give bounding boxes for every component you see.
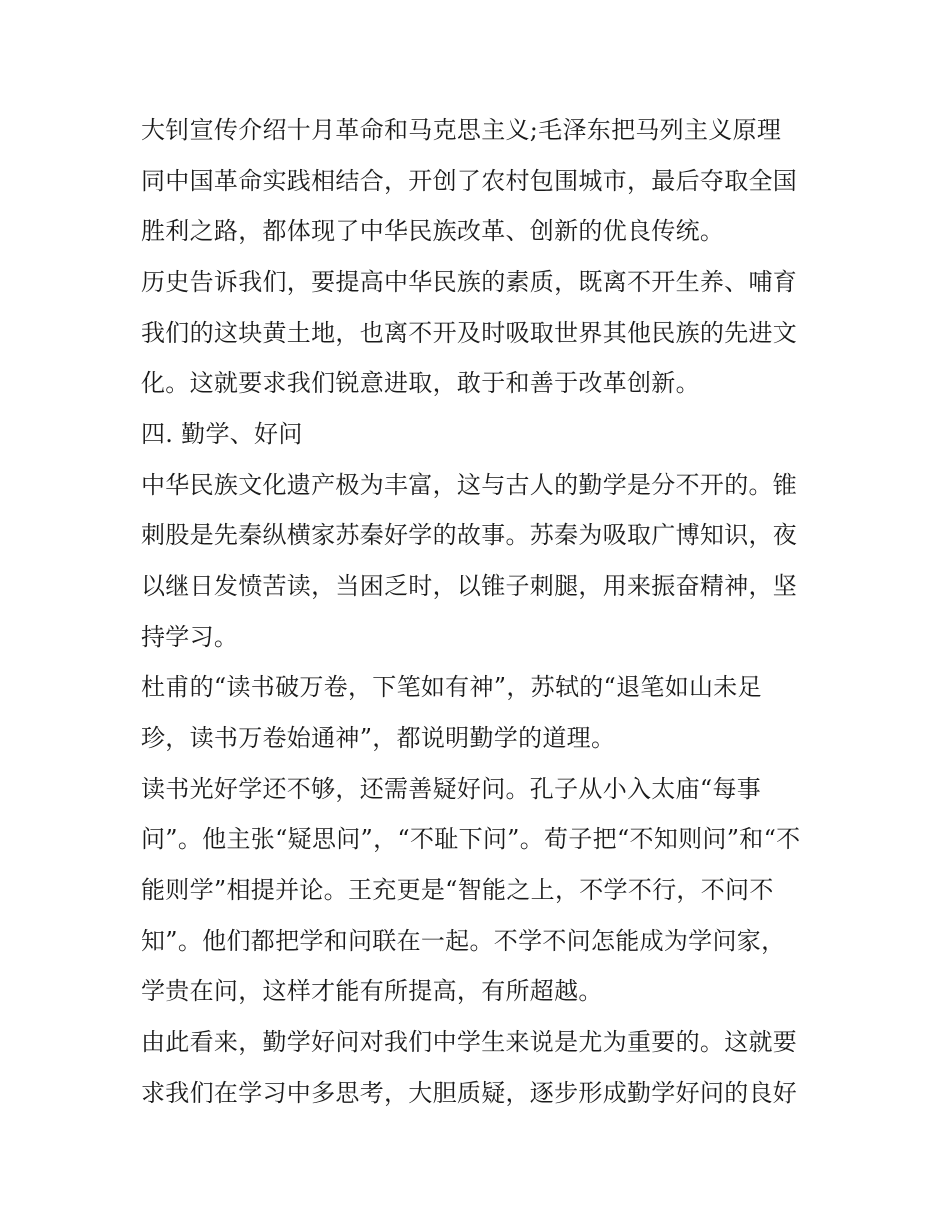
text-line: 同中国革命实践相结合，开创了农村包围城市，最后夺取全国 [141, 167, 798, 195]
text-line: 大钊宣传介绍十月革命和马克思主义;毛泽东把马列主义原理 [141, 116, 782, 144]
text-line: 求我们在学习中多思考，大胆质疑，逐步形成勤学好问的良好 [141, 1079, 798, 1107]
text-line: 刺股是先秦纵横家苏秦好学的故事。苏秦为吸取广博知识，夜 [141, 521, 798, 549]
text-line: 胜利之路，都体现了中华民族改革、创新的优良传统。 [141, 217, 725, 245]
section-heading: 四. 勤学、好问 [141, 420, 303, 448]
text-line: 历史告诉我们，要提高中华民族的素质，既离不开生养、哺育 [141, 268, 798, 296]
text-line: 我们的这块黄土地，也离不开及时吸取世界其他民族的先进文 [141, 319, 798, 347]
text-line: 持学习。 [141, 623, 239, 651]
text-line: 化。这就要求我们锐意进取，敢于和善于改革创新。 [141, 369, 700, 397]
text-line: 由此看来，勤学好问对我们中学生来说是尤为重要的。这就要 [141, 1028, 798, 1056]
text-line: 中华民族文化遗产极为丰富，这与古人的勤学是分不开的。锥 [141, 471, 798, 499]
text-line: 知”。他们都把学和问联在一起。不学不问怎能成为学问家， [141, 927, 786, 955]
text-line: 读书光好学还不够，还需善疑好问。孔子从小入太庙“每事 [141, 775, 762, 803]
text-line: 学贵在问，这样才能有所提高，有所超越。 [141, 977, 603, 1005]
text-line: 以继日发愤苦读，当困乏时，以锥子刺腿，用来振奋精神，坚 [141, 572, 798, 600]
text-line: 杜甫的“读书破万卷，下笔如有神”，苏轼的“退笔如山未足 [141, 673, 762, 701]
text-line: 能则学”相提并论。王充更是“智能之上，不学不行，不问不 [141, 876, 774, 904]
text-line: 问”。他主张“疑思问”，“不耻下问”。荀子把“不知则问”和“不 [141, 825, 801, 853]
text-line: 珍，读书万卷始通神”，都说明勤学的道理。 [141, 724, 616, 752]
